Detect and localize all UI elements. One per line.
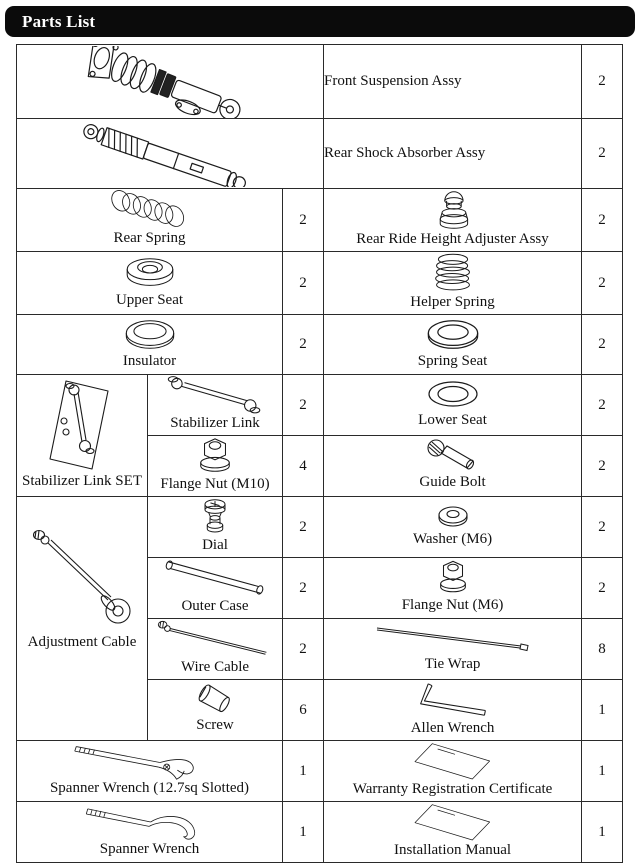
table-row xyxy=(17,252,623,315)
part-name: Outer Case xyxy=(181,598,249,614)
cell-lower-seat-qty xyxy=(582,375,623,436)
part-qty: 1 xyxy=(299,823,307,840)
part-name: Lower Seat xyxy=(418,412,487,428)
part-qty: 2 xyxy=(598,518,606,535)
part-name: Guide Bolt xyxy=(419,474,486,490)
cell-outer-case-qty xyxy=(283,558,324,619)
table-row xyxy=(17,119,623,189)
part-name: Tie Wrap xyxy=(424,656,481,672)
cell-outer-case xyxy=(148,558,283,619)
cell-front-suspension-name xyxy=(324,45,582,119)
washer-m6-icon xyxy=(324,503,581,531)
cell-flange-nut-m6 xyxy=(324,558,582,619)
table-row xyxy=(17,375,623,436)
lower-seat-icon xyxy=(324,378,581,412)
part-name: Washer (M6) xyxy=(412,531,493,547)
cell-rear-shock-image xyxy=(17,119,324,189)
page-title: Parts List xyxy=(22,11,96,31)
part-qty: 2 xyxy=(299,579,307,596)
part-name: Flange Nut (M6) xyxy=(401,597,504,613)
part-qty: 2 xyxy=(598,145,606,161)
part-qty: 2 xyxy=(598,274,606,291)
part-qty: 2 xyxy=(598,396,606,413)
cell-warranty-certificate-qty xyxy=(582,741,623,802)
allen-wrench-icon xyxy=(324,680,581,720)
cell-installation-manual xyxy=(324,802,582,863)
cell-front-suspension-image xyxy=(17,45,324,119)
cell-flange-nut-m10 xyxy=(148,436,283,497)
part-name: Spanner Wrench (12.7sq Slotted) xyxy=(49,780,250,796)
part-qty: 2 xyxy=(299,396,307,413)
helper-spring-icon xyxy=(324,252,581,294)
table-row xyxy=(17,497,623,558)
cell-rear-shock-qty xyxy=(582,119,623,189)
cell-dial xyxy=(148,497,283,558)
cell-spanner-slotted xyxy=(17,741,283,802)
wire-cable-icon xyxy=(148,619,282,659)
cell-tie-wrap-qty xyxy=(582,619,623,680)
part-name: Rear Spring xyxy=(113,230,186,246)
part-qty: 2 xyxy=(598,73,606,89)
part-name: Upper Seat xyxy=(115,292,184,308)
part-qty: 1 xyxy=(598,823,606,840)
flange-nut-m6-icon xyxy=(324,559,581,597)
upper-seat-icon xyxy=(17,254,282,292)
adjustment-cable-icon xyxy=(17,526,147,634)
cell-guide-bolt xyxy=(324,436,582,497)
cell-spring-seat-qty xyxy=(582,315,623,375)
cell-guide-bolt-qty xyxy=(582,436,623,497)
part-qty: 2 xyxy=(299,274,307,291)
part-name: Dial xyxy=(202,537,228,553)
table-row xyxy=(17,802,623,863)
cell-washer-m6-qty xyxy=(582,497,623,558)
part-name: Installation Manual xyxy=(394,842,512,858)
screw-icon xyxy=(148,683,282,717)
part-name: Rear Shock Absorber Assy xyxy=(324,145,486,161)
cell-flange-nut-m6-qty xyxy=(582,558,623,619)
spanner-wrench-slotted-icon xyxy=(17,742,282,780)
installation-manual-icon xyxy=(324,802,581,842)
part-qty: 6 xyxy=(299,701,307,718)
cell-ride-height-adjuster-qty xyxy=(582,189,623,252)
cell-installation-manual-qty xyxy=(582,802,623,863)
part-name: Stabilizer Link xyxy=(170,415,260,431)
cell-rear-spring-qty xyxy=(283,189,324,252)
insulator-icon xyxy=(17,317,282,353)
warranty-certificate-icon xyxy=(324,741,581,781)
outer-case-icon xyxy=(148,558,282,598)
cell-dial-qty xyxy=(283,497,324,558)
part-qty: 2 xyxy=(299,336,307,352)
cell-upper-seat-qty xyxy=(283,252,324,315)
cell-allen-wrench xyxy=(324,680,582,741)
stabilizer-link-icon xyxy=(148,375,282,415)
cell-lower-seat xyxy=(324,375,582,436)
cell-tie-wrap xyxy=(324,619,582,680)
part-qty: 2 xyxy=(598,579,606,596)
part-name: Wire Cable xyxy=(180,659,250,675)
cell-screw-qty xyxy=(283,680,324,741)
cell-stabilizer-link xyxy=(148,375,283,436)
part-name: Flange Nut (M10) xyxy=(160,476,270,492)
cell-stabilizer-link-set xyxy=(17,375,148,497)
part-name: Stabilizer Link SET xyxy=(22,472,142,489)
cell-front-suspension-qty xyxy=(582,45,623,119)
flange-nut-m10-icon xyxy=(148,436,282,476)
table-row xyxy=(17,45,623,119)
front-suspension-assy-icon xyxy=(17,46,323,118)
cell-insulator xyxy=(17,315,283,375)
cell-adjustment-cable xyxy=(17,497,148,741)
part-qty: 1 xyxy=(299,762,307,779)
part-qty: 2 xyxy=(598,457,606,474)
rear-ride-height-adjuster-icon xyxy=(324,189,581,231)
part-name: Spring Seat xyxy=(417,352,488,369)
table-row xyxy=(17,189,623,252)
cell-spanner-wrench xyxy=(17,802,283,863)
part-qty: 1 xyxy=(598,762,606,779)
tie-wrap-icon xyxy=(324,622,581,656)
rear-shock-absorber-assy-icon xyxy=(17,121,323,187)
stabilizer-link-set-icon xyxy=(17,379,147,473)
part-qty: 1 xyxy=(598,701,606,718)
rear-spring-icon xyxy=(17,190,282,230)
spring-seat-icon xyxy=(324,317,581,353)
guide-bolt-icon xyxy=(324,438,581,474)
part-name: Allen Wrench xyxy=(410,720,495,736)
cell-stabilizer-link-qty xyxy=(283,375,324,436)
part-name: Helper Spring xyxy=(410,294,495,310)
cell-helper-spring-qty xyxy=(582,252,623,315)
part-qty: 8 xyxy=(598,640,606,657)
part-name: Adjustment Cable xyxy=(27,634,137,650)
part-name: Screw xyxy=(196,717,234,733)
part-qty: 2 xyxy=(299,640,307,657)
cell-spanner-slotted-qty xyxy=(283,741,324,802)
cell-wire-cable-qty xyxy=(283,619,324,680)
cell-upper-seat xyxy=(17,252,283,315)
cell-wire-cable xyxy=(148,619,283,680)
cell-allen-wrench-qty xyxy=(582,680,623,741)
part-name: Insulator xyxy=(122,352,177,369)
spanner-wrench-icon xyxy=(17,803,282,841)
part-qty: 2 xyxy=(598,336,606,352)
dial-icon xyxy=(148,497,282,537)
cell-spanner-wrench-qty xyxy=(283,802,324,863)
part-name: Front Suspension Assy xyxy=(324,73,462,89)
cell-helper-spring xyxy=(324,252,582,315)
part-qty: 2 xyxy=(598,211,606,228)
part-qty: 2 xyxy=(299,518,307,535)
part-name: Spanner Wrench xyxy=(99,841,200,857)
part-name: Warranty Registration Certificate xyxy=(352,781,553,797)
cell-ride-height-adjuster xyxy=(324,189,582,252)
table-row xyxy=(17,315,623,375)
part-name: Rear Ride Height Adjuster Assy xyxy=(356,231,549,247)
cell-screw xyxy=(148,680,283,741)
cell-flange-nut-m10-qty xyxy=(283,436,324,497)
table-row xyxy=(17,741,623,802)
cell-rear-spring xyxy=(17,189,283,252)
part-qty: 2 xyxy=(299,211,307,228)
cell-warranty-certificate xyxy=(324,741,582,802)
cell-washer-m6 xyxy=(324,497,582,558)
cell-spring-seat xyxy=(324,315,582,375)
part-qty: 4 xyxy=(299,457,307,474)
cell-insulator-qty xyxy=(283,315,324,375)
cell-rear-shock-name xyxy=(324,119,582,189)
parts-table xyxy=(16,44,623,863)
header-bar xyxy=(5,6,635,37)
